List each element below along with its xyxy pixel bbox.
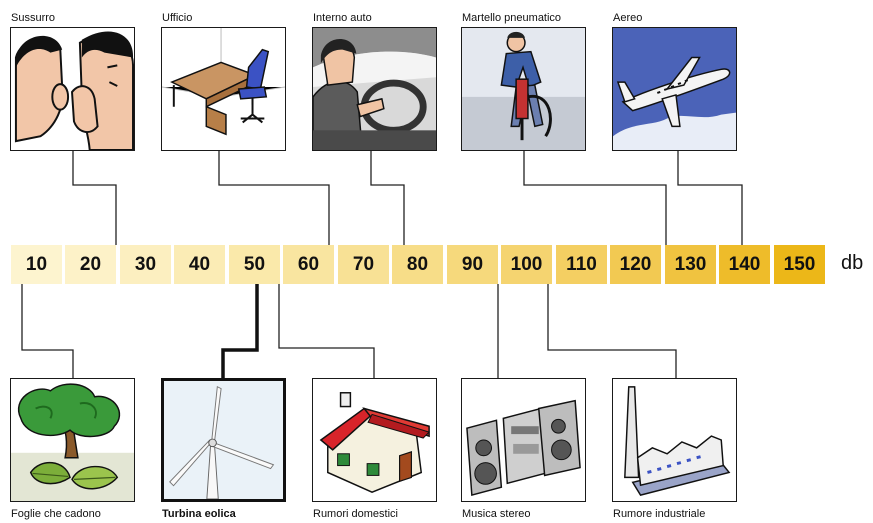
tree-leaves-icon [11,379,134,501]
household-picture [312,378,437,502]
connector-falling-leaves [22,284,73,378]
whisper-picture [10,27,135,151]
office-desk-icon [162,28,285,150]
stereo-speakers-icon [462,379,585,501]
connector-jackhammer [524,151,666,245]
whisper-icon [11,28,134,150]
stereo-picture [461,378,586,502]
connector-industrial [548,284,676,378]
connector-household [279,284,374,378]
caption-stereo: Musica stereo [462,508,531,520]
scale-cell-60: 60 [283,245,334,284]
caption-car-interior: Interno auto [313,12,372,24]
scale-cell-20: 20 [65,245,116,284]
scale-cell-150: 150 [774,245,825,284]
scale-cell-50: 50 [229,245,280,284]
caption-wind-turbine: Turbina eolica [162,508,236,520]
scale-cell-10: 10 [11,245,62,284]
scale-cell-70: 70 [338,245,389,284]
wind-turbine-picture [161,378,286,502]
factory-icon [613,379,736,501]
connector-wind-turbine [223,284,257,378]
falling-leaves-picture [10,378,135,502]
scale-cell-100: 100 [501,245,552,284]
airplane-picture [612,27,737,151]
connector-airplane [678,151,742,245]
jackhammer-icon [462,28,585,150]
industrial-picture [612,378,737,502]
scale-cell-80: 80 [392,245,443,284]
scale-cell-140: 140 [719,245,770,284]
scale-cell-30: 30 [120,245,171,284]
connector-whisper [73,151,116,245]
scale-cell-120: 120 [610,245,661,284]
airplane-icon [613,28,736,150]
caption-airplane: Aereo [613,12,643,24]
scale-cell-90: 90 [447,245,498,284]
office-picture [161,27,286,151]
caption-whisper: Sussurro [11,12,56,24]
jackhammer-picture [461,27,586,151]
unit-label: db [841,252,864,274]
caption-industrial: Rumore industriale [613,508,706,520]
caption-household: Rumori domestici [313,508,398,520]
wind-turbine-icon [164,381,283,499]
scale-cell-40: 40 [174,245,225,284]
scale-cell-130: 130 [665,245,716,284]
house-icon [313,379,436,501]
caption-office: Ufficio [162,12,193,24]
car-steering-wheel-icon [313,28,436,150]
connector-office [219,151,329,245]
connector-car-interior [371,151,404,245]
caption-falling-leaves: Foglie che cadono [11,508,101,520]
caption-jackhammer: Martello pneumatico [462,12,562,24]
car-interior-picture [312,27,437,151]
scale-cell-110: 110 [556,245,607,284]
